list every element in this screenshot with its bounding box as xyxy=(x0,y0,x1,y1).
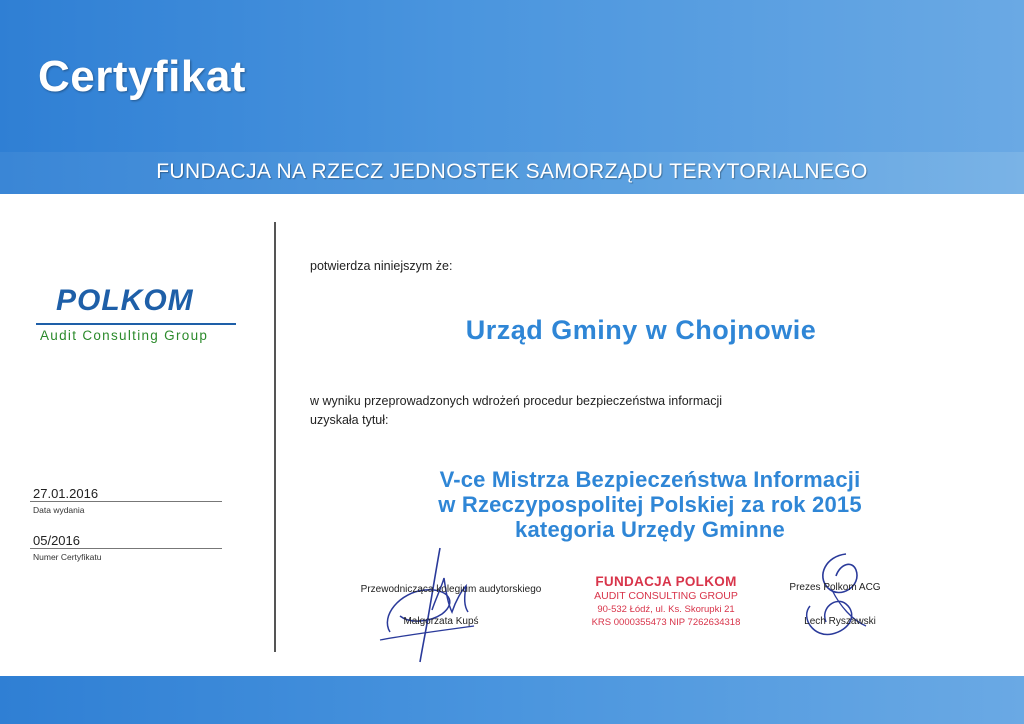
award-line-2: w Rzeczypospolitej Polskiej za rok 2015 xyxy=(438,492,862,517)
left-signatory-title: Przewodnicząca kolegium audytorskiego xyxy=(360,584,542,595)
signature-left xyxy=(370,540,490,668)
signature-right xyxy=(796,546,886,646)
polkom-logo: POLKOM xyxy=(56,284,194,317)
stamp-line-2: AUDIT CONSULTING GROUP xyxy=(594,590,738,602)
foundation-stamp xyxy=(586,574,746,628)
issue-date-line xyxy=(30,501,222,502)
certificate-number: 05/2016 xyxy=(33,533,80,548)
stamp-line-4: KRS 0000355473 NIP 7262634318 xyxy=(591,617,741,628)
result-text xyxy=(310,392,722,430)
stamp-line-1: FUNDACJA POLKOM xyxy=(595,574,737,589)
logo-tagline: Audit Consulting Group xyxy=(40,328,209,343)
certificate-title: Certyfikat xyxy=(38,52,246,101)
left-signatory-name: Małgorzata Kupś xyxy=(403,616,479,627)
confirm-text: potwierdza niniejszym że: xyxy=(310,259,453,273)
result-line-2: uzyskała tytuł: xyxy=(310,413,389,427)
certificate-number-line xyxy=(30,548,222,549)
award-line-3: kategoria Urzędy Gminne xyxy=(515,517,785,542)
certificate-number-label: Numer Certyfikatu xyxy=(33,552,102,562)
award-title xyxy=(300,467,1000,542)
logo-divider xyxy=(36,323,236,325)
certificate-footer xyxy=(0,676,1024,724)
recipient-name: Urząd Gminy w Chojnowie xyxy=(465,315,817,345)
right-signatory-name: Lech Ryszawski xyxy=(804,616,876,627)
vertical-divider xyxy=(274,222,276,652)
stamp-line-3: 90-532 Łódź, ul. Ks. Skorupki 21 xyxy=(597,604,735,615)
issue-date: 27.01.2016 xyxy=(33,486,99,501)
issue-date-label: Data wydania xyxy=(33,505,85,515)
result-line-1: w wyniku przeprowadzonych wdrożeń procedur bezpieczeństwa informacji xyxy=(310,394,722,408)
award-line-1: V-ce Mistrza Bezpieczeństwa Informacji xyxy=(439,467,861,492)
right-signatory-title: Prezes Polkom ACG xyxy=(789,582,881,593)
foundation-name: FUNDACJA NA RZECZ JEDNOSTEK SAMORZĄDU TERYTORIALNEGO xyxy=(156,160,868,183)
